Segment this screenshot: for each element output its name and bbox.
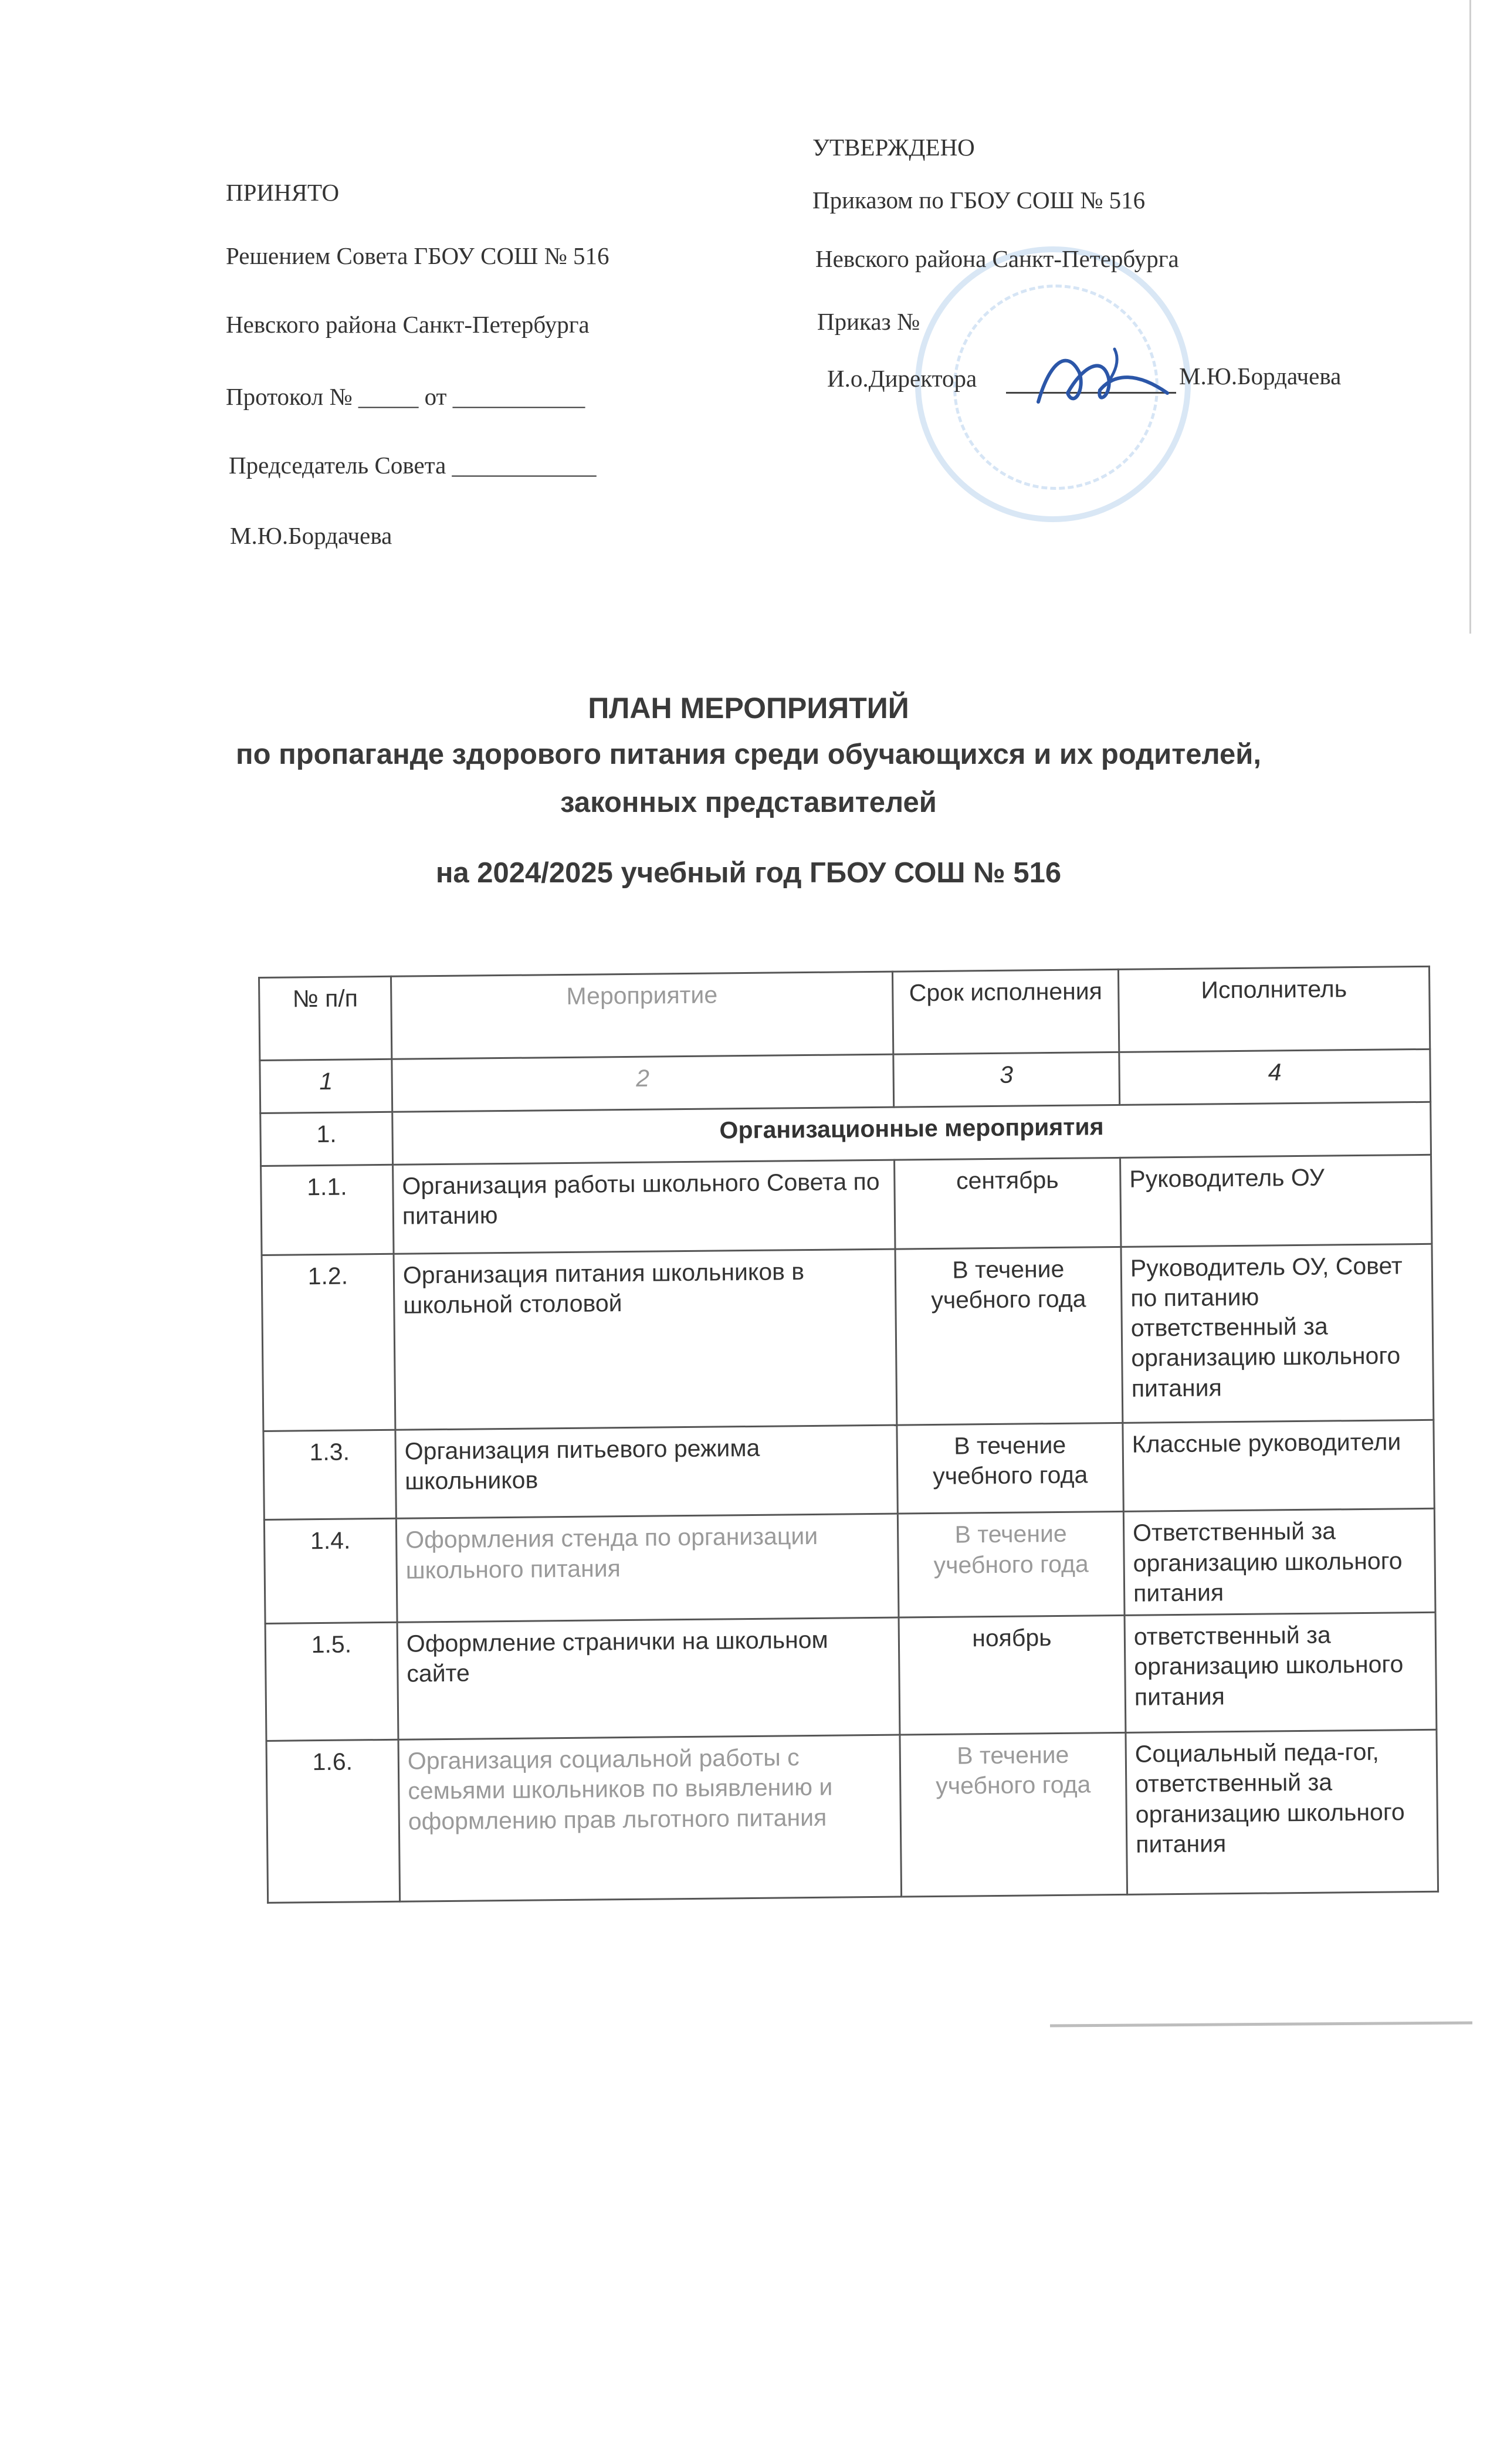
district-line-right: Невского района Санкт-Петербурга: [815, 245, 1179, 272]
order-number-line: Приказ №: [817, 308, 920, 335]
col-number-4: 4: [1119, 1049, 1431, 1105]
accepted-title: ПРИНЯТО: [226, 179, 340, 206]
row-executor: Ответственный за организацию школьного питания: [1123, 1509, 1435, 1616]
row-term: сентябрь: [895, 1157, 1121, 1249]
row-number: 1.5.: [265, 1622, 398, 1741]
header-term: Срок исполнения: [892, 969, 1119, 1054]
header-executor: Исполнитель: [1118, 966, 1430, 1052]
row-event: Организация питьевого режима школьников: [395, 1425, 897, 1519]
section-title: Организационные мероприятия: [392, 1102, 1431, 1165]
row-number: 1.4.: [264, 1519, 397, 1624]
order-line: Приказом по ГБОУ СОШ № 516: [812, 187, 1146, 214]
table-row: [264, 1509, 1435, 1624]
district-line: Невского района Санкт-Петербурга: [226, 311, 590, 338]
plan-subtitle: по пропаганде здорового питания среди обучающихся и их родителей,: [236, 739, 1261, 770]
plan-year: на 2024/2025 учебный год ГБОУ СОШ № 516: [435, 857, 1062, 889]
row-event: Оформления стенда по организации школьного питания: [396, 1514, 899, 1622]
row-event: Организация работы школьного Совета по питанию: [393, 1160, 895, 1254]
table-row: [261, 1155, 1432, 1255]
row-executor: Классные руководители: [1123, 1420, 1434, 1512]
section-number: 1.: [260, 1112, 393, 1166]
plan-title: ПЛАН МЕРОПРИЯТИЙ: [588, 692, 909, 725]
table-header-row: [259, 966, 1430, 1060]
scan-edge-right: [1469, 0, 1471, 634]
row-term: В течение учебного года: [897, 1423, 1123, 1514]
table-row: [262, 1244, 1434, 1431]
table-row: [265, 1612, 1437, 1741]
row-term: В течение учебного года: [895, 1247, 1123, 1425]
table-row: [266, 1729, 1438, 1903]
row-executor: ответственный за организацию школьного питания: [1125, 1612, 1437, 1732]
plan-subtitle-2: законных представителей: [560, 787, 937, 818]
header-event: Мероприятие: [391, 972, 893, 1059]
chair-name: М.Ю.Бордачева: [230, 522, 392, 549]
row-executor: Руководитель ОУ, Совет по питанию ответственный за организацию школьного питания: [1121, 1244, 1434, 1423]
header-number: № п/п: [259, 976, 392, 1060]
row-number: 1.6.: [266, 1739, 400, 1903]
row-number: 1.2.: [262, 1254, 395, 1431]
handwritten-signature: [1027, 337, 1179, 425]
row-term: ноябрь: [899, 1615, 1126, 1735]
row-event: Организация социальной работы с семьями школьников по выявлению и оформлению прав льготного питания: [398, 1735, 902, 1901]
row-event: Оформление странички на школьном сайте: [397, 1617, 900, 1739]
row-executor: Социальный педа-гог, ответственный за организацию школьного питания: [1126, 1729, 1438, 1894]
table-row: [263, 1420, 1434, 1520]
row-term: В течение учебного года: [897, 1512, 1125, 1617]
col-number-1: 1: [260, 1059, 392, 1113]
director-name: М.Ю.Бордачева: [1179, 363, 1342, 390]
col-number-3: 3: [893, 1052, 1120, 1107]
scan-edge-bottom: [1050, 2021, 1472, 2027]
council-decision-line: Решением Совета ГБОУ СОШ № 516: [226, 242, 609, 269]
row-number: 1.1.: [261, 1165, 394, 1255]
director-label: И.о.Директора: [827, 365, 977, 392]
row-event: Организация питания школьников в школьной столовой: [394, 1249, 897, 1430]
row-executor: Руководитель ОУ: [1120, 1155, 1432, 1247]
events-table: [258, 966, 1439, 1904]
row-number: 1.3.: [263, 1430, 396, 1520]
approved-title: УТВЕРЖДЕНО: [812, 134, 975, 161]
col-number-2: 2: [392, 1054, 894, 1112]
protocol-line: Протокол № _____ от ___________: [226, 383, 585, 410]
row-term: В течение учебного года: [900, 1732, 1127, 1897]
council-chair-line: Председатель Совета ____________: [229, 452, 597, 479]
